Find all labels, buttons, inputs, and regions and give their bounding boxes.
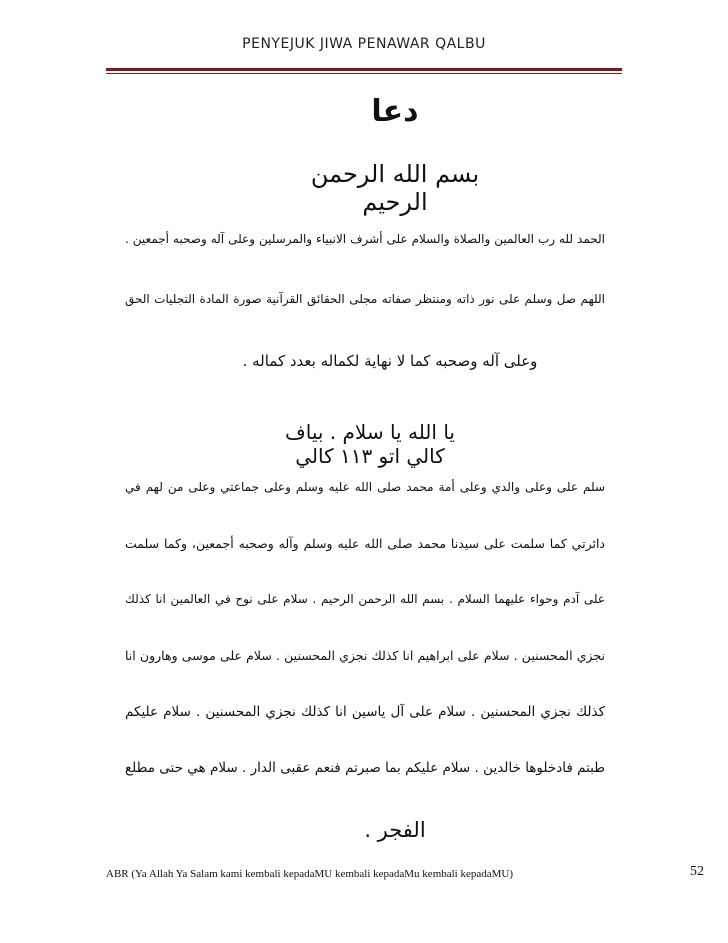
arabic-line-5: دائرتي كما سلمت على سيدنا محمد صلى الله عليه وسلم وآله وصحبه أجمعين، وكما سلمت: [125, 536, 605, 551]
footer-caption: ABR (Ya Allah Ya Salam kami kembali kepadaMU kembali kepadaMu kembali kepadaMU): [106, 868, 514, 880]
arabic-line-10: الفجر .: [364, 818, 426, 842]
doa-heading: دعا: [371, 94, 419, 129]
page-number: 52: [690, 864, 704, 879]
arabic-line-6: على آدم وحواء عليهما السلام . بسم الله الرحمن الرحيم . سلام على نوح في العالمين انا كذلك: [125, 592, 605, 606]
basmalah: بسم الله الرحمن الرحيم: [310, 160, 480, 216]
arabic-line-3: وعلى آله وصحبه كما لا نهاية لكماله بعدد كماله .: [242, 352, 538, 370]
header-divider-thin: [106, 73, 622, 74]
header-divider-thick: [106, 68, 622, 71]
arabic-line-7: نجزي المحسنين . سلام على ابراهيم انا كذلك نجزي المحسنين . سلام على موسى وهارون انا: [125, 648, 605, 663]
arabic-line-9: طبتم فادخلوها خالدين . سلام عليكم بما صبرتم فنعم عقبى الدار . سلام هي حتى مطلع: [125, 760, 605, 776]
arabic-line-2: اللهم صل وسلم على نور ذاته ومنتظر صفاته مجلى الحقائق القرآنية صورة المادة التجليات الحق: [125, 292, 605, 306]
arabic-line-8: كذلك نجزي المحسنين . سلام على آل ياسين انا كذلك نجزي المحسنين . سلام عليكم: [125, 704, 605, 720]
arabic-line-4: سلم على وعلى والدي وعلى أمة محمد صلى الله عليه وسلم وعلى جماعتي وعلى من لهم في: [125, 480, 605, 494]
page-header-title: PENYEJUK JIWA PENAWAR QALBU: [242, 36, 486, 52]
recitation-instruction: يا الله يا سلام . بياف كالي اتو ١١٣ كالي: [285, 420, 455, 468]
arabic-line-1: الحمد لله رب العالمين والصلاة والسلام على أشرف الانبياء والمرسلين وعلى آله وصحبه أجمعين .: [125, 232, 605, 246]
